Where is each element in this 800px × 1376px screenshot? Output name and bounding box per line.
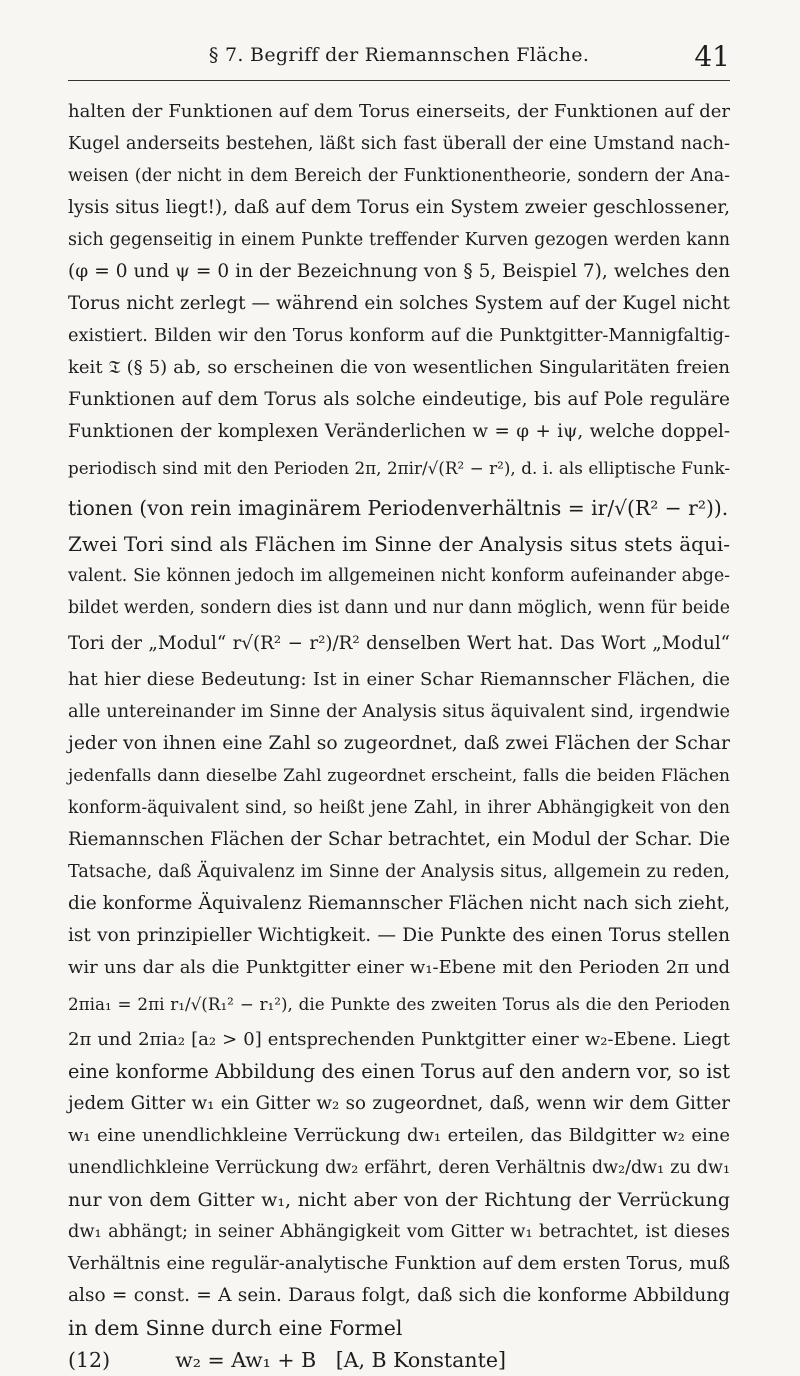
text-line: Torus nicht zerlegt — während ein solches System auf der Kugel nicht — [68, 293, 730, 314]
text-line: bildet werden, sondern dies ist dann und nur dann möglich, wenn für beide — [68, 598, 730, 618]
text-line: Funktionen auf dem Torus als solche eindeutige, bis auf Pole reguläre — [68, 389, 730, 410]
equation-12: (12) w₂ = Aw₁ + B [A, B Konstante] — [68, 1348, 506, 1372]
text-line: valent. Sie können jedoch im allgemeinen nicht konform aufeinander abge- — [68, 566, 730, 586]
text-line: lysis situs liegt!), daß auf dem Torus ein System zweier geschlossener, — [68, 197, 730, 218]
text-line: w₁ eine unendlichkleine Verrückung dw₁ erteilen, das Bildgitter w₂ eine — [68, 1125, 730, 1146]
text-line: (φ = 0 und ψ = 0 in der Bezeichnung von § 5, Beispiel 7), welches den — [68, 261, 730, 282]
section-title: § 7. Begriff der Riemannschen Fläche. — [208, 44, 590, 66]
text-line: halten der Funktionen auf dem Torus einerseits, der Funktionen auf der — [68, 101, 730, 122]
text-line: Verhältnis eine regulär-analytische Funktion auf dem ersten Torus, muß — [68, 1253, 730, 1274]
text-line: weisen (der nicht in dem Bereich der Funktionentheorie, sondern der Ana- — [68, 166, 730, 186]
text-line: Riemannschen Flächen der Schar betrachtet, ein Modul der Schar. Die — [68, 829, 730, 850]
text-line: Funktionen der komplexen Veränderlichen w = φ + iψ, welche doppel- — [68, 421, 730, 442]
text-line: also = const. = A sein. Daraus folgt, daß sich die konforme Abbildung — [68, 1285, 730, 1306]
text-line: jeder von ihnen eine Zahl so zugeordnet, daß zwei Flächen der Schar — [68, 733, 730, 754]
text-line: dw₁ abhängt; in seiner Abhängigkeit vom Gitter w₁ betrachtet, ist dieses — [68, 1222, 730, 1242]
text-line: wir uns dar als die Punktgitter einer w₁-Ebene mit den Perioden 2π und — [68, 957, 730, 978]
body-text — [68, 96, 730, 1376]
text-line: in dem Sinne durch eine Formel — [68, 1316, 403, 1340]
text-line: existiert. Bilden wir den Torus konform auf die Punktgitter-Mannigfaltig- — [68, 326, 730, 346]
text-line: Kugel anderseits bestehen, läßt sich fast überall der eine Umstand nach- — [68, 134, 730, 154]
text-line: alle untereinander im Sinne der Analysis situs äquivalent sind, irgendwie — [68, 702, 730, 722]
text-line: nur von dem Gitter w₁, nicht aber von der Richtung der Verrückung — [68, 1189, 730, 1211]
text-line: sich gegenseitig in einem Punkte treffender Kurven gezogen werden kann — [68, 230, 730, 250]
running-header — [68, 40, 730, 81]
text-line: Tori der „Modul“ r√(R² − r²)/R² denselben Wert hat. Das Wort „Modul“ — [68, 633, 730, 654]
text-line: Zwei Tori sind als Flächen im Sinne der Analysis situs stets äqui- — [68, 532, 730, 556]
text-line: Tatsache, daß Äquivalenz im Sinne der Analysis situs, allgemein zu reden, — [68, 862, 730, 882]
text-line: konform-äquivalent sind, so heißt jene Zahl, in ihrer Abhängigkeit von den — [68, 798, 730, 818]
page-number: 41 — [694, 40, 730, 73]
text-line: jedem Gitter w₁ ein Gitter w₂ so zugeordnet, daß, wenn wir dem Gitter — [68, 1093, 730, 1114]
text-line: die konforme Äquivalenz Riemannscher Flächen nicht nach sich zieht, — [68, 893, 730, 914]
text-line: 2πia₁ = 2πi r₁/√(R₁² − r₁²), die Punkte des zweiten Torus als die den Perioden — [68, 994, 730, 1014]
text-line: keit 𝔗 (§ 5) ab, so erscheinen die von wesentlichen Singularitäten freien — [68, 357, 730, 378]
text-line: periodisch sind mit den Perioden 2π, 2πir/√(R² − r²), d. i. als elliptische Funk- — [68, 458, 730, 478]
text-line: 2π und 2πia₂ [a₂ > 0] entsprechenden Punktgitter einer w₂-Ebene. Liegt — [68, 1029, 730, 1050]
text-line: unendlichkleine Verrückung dw₂ erfährt, deren Verhältnis dw₂/dw₁ zu dw₁ — [68, 1158, 730, 1178]
text-line: hat hier diese Bedeutung: Ist in einer Schar Riemannscher Flächen, die — [68, 669, 730, 690]
text-line: ist von prinzipieller Wichtigkeit. — Die Punkte des einen Torus stellen — [68, 925, 730, 946]
text-line: eine konforme Abbildung des einen Torus auf den andern vor, so ist — [68, 1060, 730, 1083]
text-line: jedenfalls dann dieselbe Zahl zugeordnet erscheint, falls die beiden Flächen — [68, 766, 730, 786]
text-line: tionen (von rein imaginärem Periodenverhältnis = ir/√(R² − r²)). — [68, 496, 729, 520]
